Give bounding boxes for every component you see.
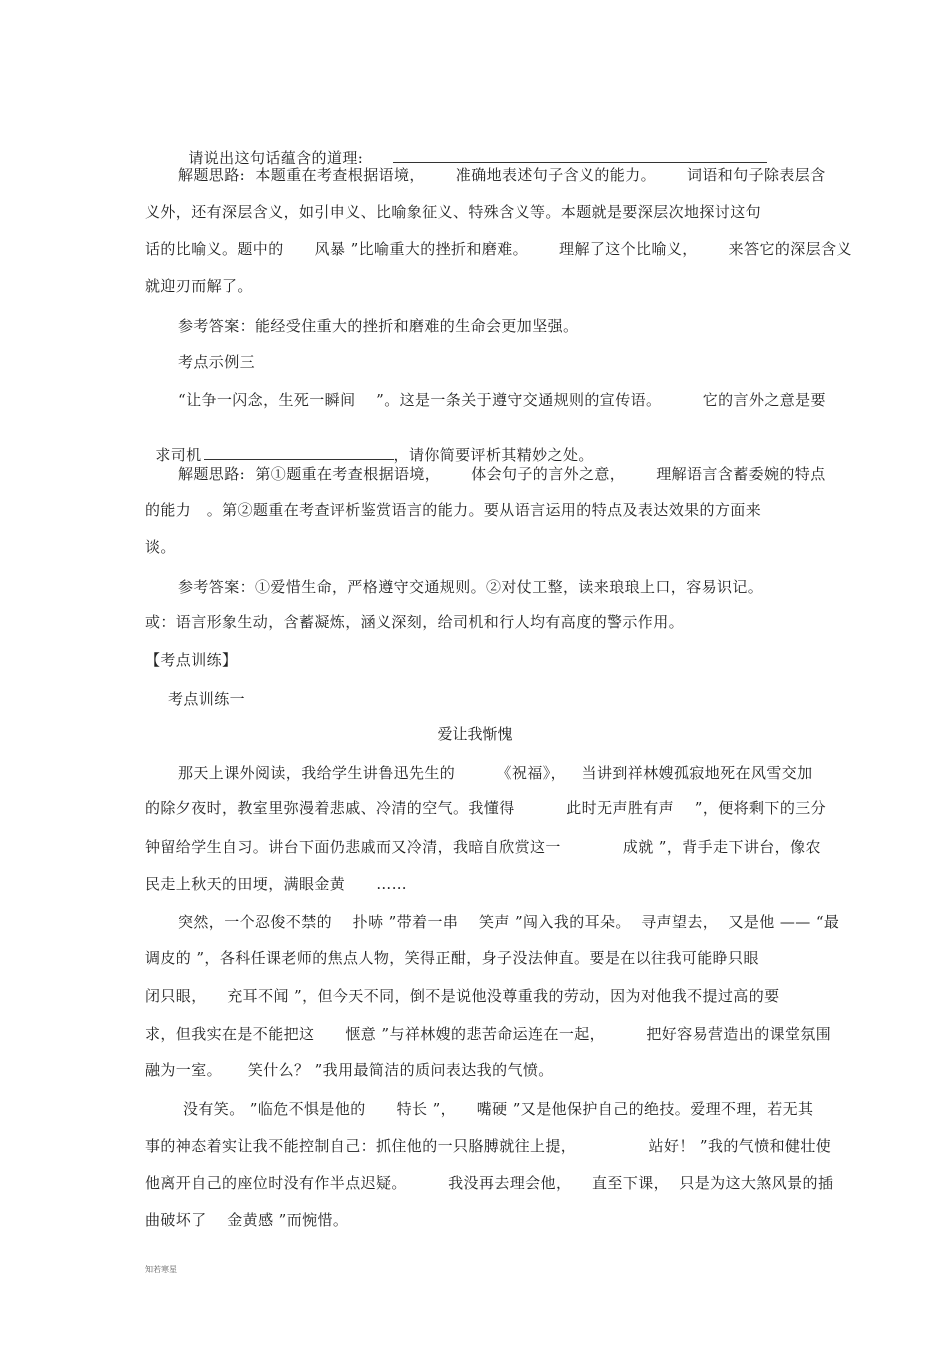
paragraph-line: 曲破坏了 金黄感 ”而惋惜。 — [145, 1211, 349, 1229]
paragraph-line: 参考答案：能经受住重大的挫折和磨难的生命会更加坚强。 — [178, 317, 579, 335]
paragraph-line: 民走上秋天的田埂，满眼金黄 …… — [145, 875, 408, 893]
paragraph-line: 没有笑。 ”临危不惧是他的 特长 ”， 嘴硬 ”又是他保护自己的绝技。爱理不理，若无其 — [183, 1100, 814, 1118]
paragraph-line: 融为一室。 笑什么？ ”我用最简洁的质问表达我的气愤。 — [145, 1061, 554, 1079]
paragraph-line: 话的比喻义。题中的 风暴 ”比喻重大的挫折和磨难。 理解了这个比喻义， 来答它的深层含义 — [145, 240, 852, 258]
section-heading: 考点训练一 — [168, 690, 246, 708]
answer-blank — [393, 148, 767, 163]
essay-title: 爱让我惭愧 — [437, 725, 513, 743]
paragraph-line: 参考答案：①爱惜生命，严格遵守交通规则。②对仗工整，读来琅琅上口，容易识记。 — [178, 578, 764, 596]
paragraph-line: 调皮的 ”，各科任课老师的焦点人物，笑得正酣，身子没法伸直。要是在以往我可能睁只眼 — [145, 949, 759, 967]
paragraph-line: 义外，还有深层含义，如引申义、比喻象征义、特殊含义等。本题就是要深层次地探讨这句 — [145, 203, 762, 221]
paragraph-line: 或：语言形象生动，含蓄凝炼，涵义深刻，给司机和行人均有高度的警示作用。 — [145, 613, 685, 631]
paragraph-line: 事的神态着实让我不能控制自己：抓住他的一只胳膊就往上提， 站好！ ”我的气愤和健壮使 — [145, 1137, 832, 1155]
paragraph-line: 谈。 — [145, 538, 176, 556]
paragraph-line: 解题思路: 第①题重在考查根据语境， 体会句子的言外之意， 理解语言含蓄委婉的特点 — [178, 465, 826, 483]
question-line — [145, 425, 594, 465]
paragraph-line: 闭只眼， 充耳不闻 ”，但今天不同，倒不是说他没尊重我的劳动，因为对他我不提过高的要 — [145, 987, 780, 1005]
paragraph-line: 就迎刃而解了。 — [145, 277, 253, 295]
question-text: 请说出这句话蕴含的道理: — [188, 149, 364, 167]
paragraph-text: ，请你简要评析其精妙之处。 — [393, 446, 594, 464]
page-footer: 知若寒星 — [145, 1265, 177, 1274]
paragraph-line: 解题思路: 本题重在考查根据语境， 准确地表述句子含义的能力。 词语和句子除表层含 — [178, 166, 826, 184]
paragraph-text: 求司机 — [155, 446, 202, 464]
paragraph-line: 的除夕夜时，教室里弥漫着悲戚、冷清的空气。我懂得 此时无声胜有声 ”，便将剩下的三分 — [145, 799, 827, 817]
paragraph-line: 钟留给学生自习。讲台下面仍悲戚而又冷清，我暗自欣赏这一 成就 ”，背手走下讲台，像农 — [145, 838, 821, 856]
paragraph-line: 他离开自己的座位时没有作半点迟疑。 我没再去理会他， 直至下课， 只是为这大煞风景的插 — [145, 1174, 834, 1192]
paragraph-line: 的能力 。第②题重在考查评析鉴赏语言的能力。要从语言运用的特点及表达效果的方面来 — [145, 501, 762, 519]
paragraph-line: 突然，一个忍俊不禁的 扑哧 ”带着一串 笑声 ”闯入我的耳朵。 寻声望去， 又是他 —— “最 — [178, 913, 840, 931]
answer-blank — [204, 445, 394, 460]
paragraph-line: 求，但我实在是不能把这 惬意 ”与祥林嫂的悲苦命运连在一起， 把好容易营造出的课堂氛围 — [145, 1025, 832, 1043]
question-line — [178, 128, 767, 168]
paragraph-line: “让争一闪念，生死一瞬间 ”。这是一条关于遵守交通规则的宣传语。 它的言外之意是要 — [178, 391, 826, 409]
section-heading: 考点示例三 — [178, 353, 256, 371]
section-heading: 【考点训练】 — [145, 651, 238, 669]
paragraph-line: 那天上课外阅读，我给学生讲鲁迅先生的 《祝福》， 当讲到祥林嫂孤寂地死在风雪交加 — [178, 764, 813, 782]
